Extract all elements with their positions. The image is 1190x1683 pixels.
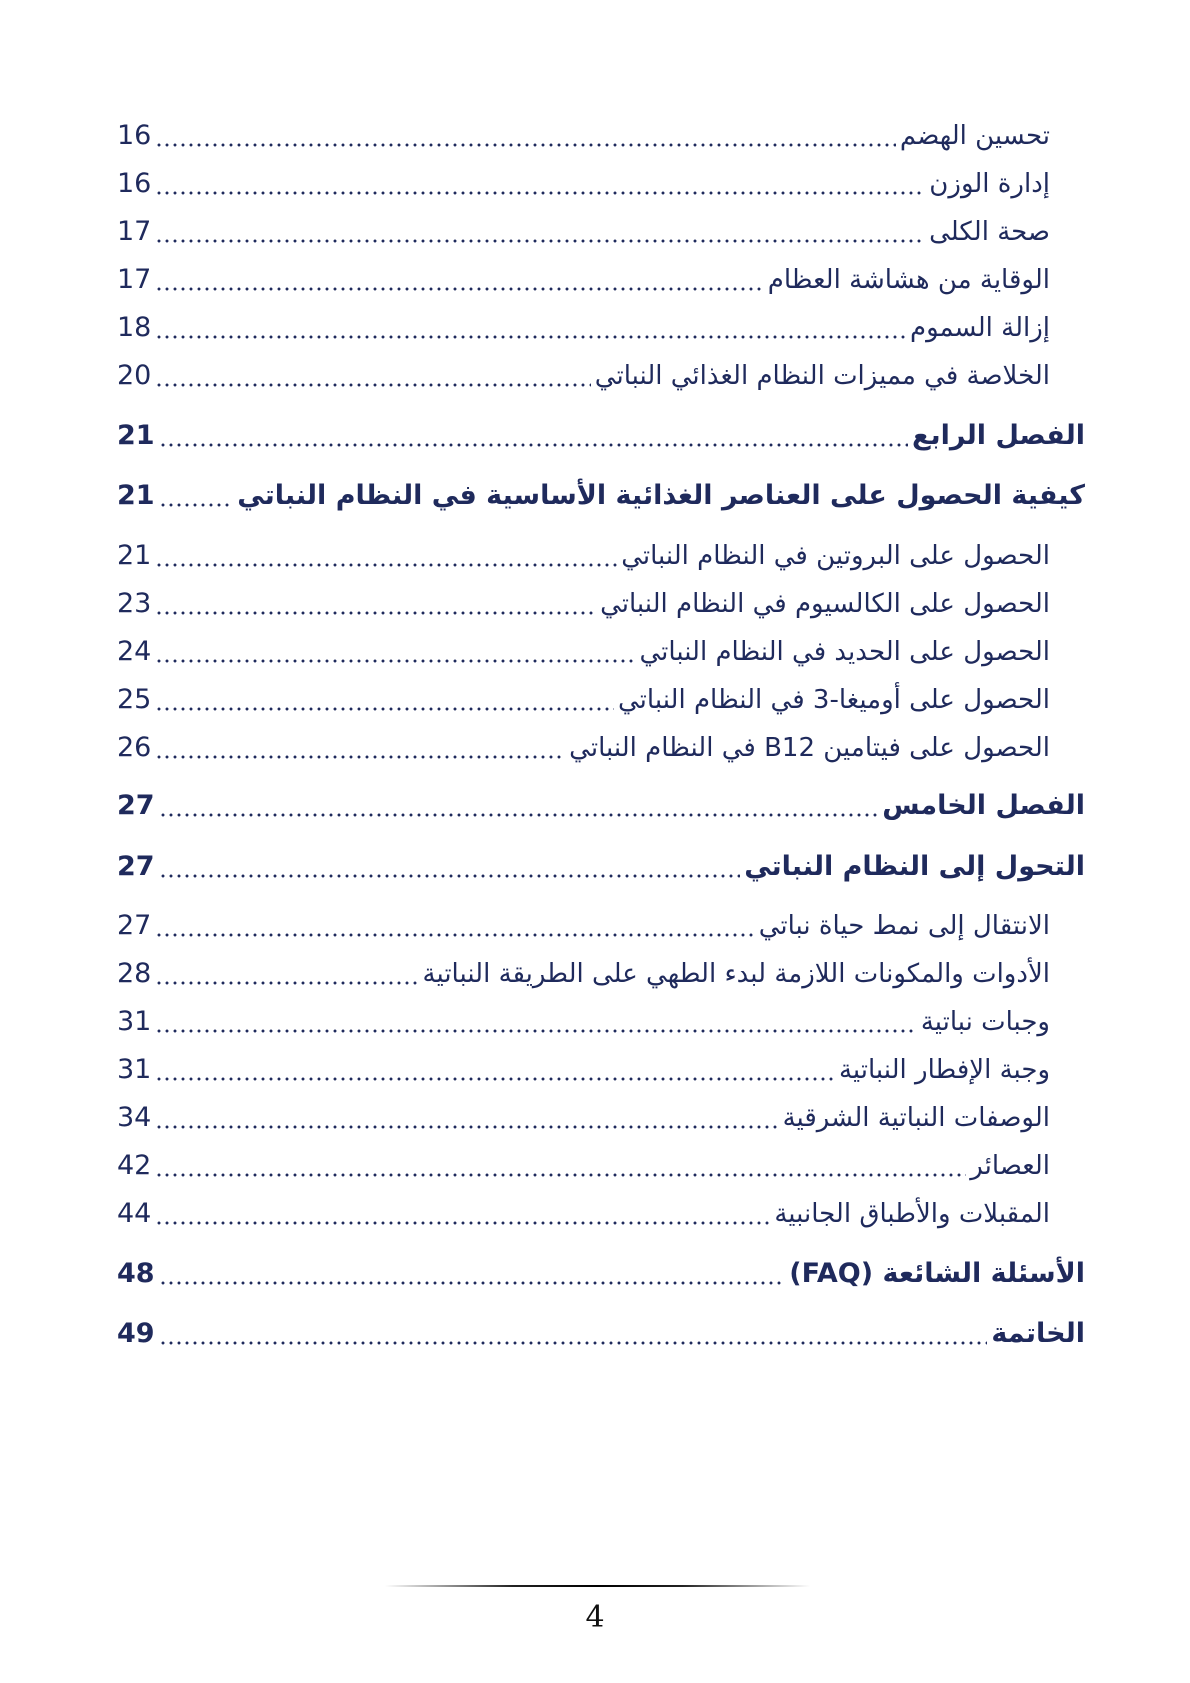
toc-chapter-entry[interactable] bbox=[117, 843, 1085, 887]
toc-entry[interactable] bbox=[117, 208, 1050, 252]
toc-entry-page: 17 bbox=[117, 216, 152, 247]
toc-entry-title: الحصول على أوميغا-3 في النظام النباتي bbox=[618, 685, 1050, 715]
toc-entry-page: 24 bbox=[117, 636, 152, 667]
toc-entry-title: الأسئلة الشائعة (FAQ) bbox=[789, 1258, 1085, 1289]
toc-entry[interactable] bbox=[117, 160, 1050, 204]
toc-entry[interactable] bbox=[117, 532, 1050, 576]
toc-entry-title: التحول إلى النظام النباتي bbox=[744, 851, 1085, 882]
toc-entry-title: الحصول على البروتين في النظام النباتي bbox=[621, 541, 1050, 571]
toc-entry-page: 31 bbox=[117, 1054, 152, 1085]
toc-entry[interactable] bbox=[117, 950, 1050, 994]
toc-entry-page: 27 bbox=[117, 790, 155, 821]
dot-leader bbox=[155, 611, 596, 615]
toc-entry-title: الأدوات والمكونات اللازمة لبدء الطهي على الطريقة النباتية bbox=[422, 959, 1050, 989]
toc-entry-title: الوقاية من هشاشة العظام bbox=[767, 265, 1050, 295]
toc-entry-page: 49 bbox=[117, 1318, 155, 1349]
page-number: 4 bbox=[585, 1600, 605, 1635]
toc-entry[interactable] bbox=[117, 352, 1050, 396]
toc-entry-title: وجبة الإفطار النباتية bbox=[838, 1055, 1050, 1085]
toc-entry-title: وجبات نباتية bbox=[920, 1007, 1050, 1037]
toc-entry-page: 27 bbox=[117, 910, 152, 941]
dot-leader bbox=[155, 755, 565, 759]
dot-leader bbox=[155, 143, 896, 147]
toc-chapter-entry[interactable] bbox=[117, 472, 1085, 516]
dot-leader bbox=[155, 287, 763, 291]
toc-entry[interactable] bbox=[117, 304, 1050, 348]
toc-entry-page: 34 bbox=[117, 1102, 152, 1133]
toc-entry[interactable] bbox=[117, 1046, 1050, 1090]
dot-leader bbox=[155, 239, 925, 243]
toc-entry-title: الفصل الخامس bbox=[882, 790, 1085, 821]
toc-entry-title: الفصل الرابع bbox=[912, 420, 1085, 451]
toc-entry-title: كيفية الحصول على العناصر الغذائية الأساسية في النظام النباتي bbox=[237, 480, 1085, 511]
toc-entry[interactable] bbox=[117, 112, 1050, 156]
dot-leader bbox=[159, 874, 741, 878]
toc-entry-title: الخلاصة في مميزات النظام الغذائي النباتي bbox=[594, 361, 1050, 391]
toc-chapter-entry[interactable] bbox=[117, 782, 1085, 826]
dot-leader bbox=[155, 191, 925, 195]
toc-entry-page: 17 bbox=[117, 264, 152, 295]
dot-leader bbox=[155, 707, 614, 711]
toc-entry[interactable] bbox=[117, 256, 1050, 300]
toc-entry-page: 31 bbox=[117, 1006, 152, 1037]
toc-chapter-entry[interactable] bbox=[117, 412, 1085, 456]
toc-entry-title: الخاتمة bbox=[991, 1318, 1085, 1349]
dot-leader bbox=[159, 443, 908, 447]
toc-entry[interactable] bbox=[117, 998, 1050, 1042]
toc-entry-page: 21 bbox=[117, 480, 155, 511]
toc-entry-title: الحصول على الكالسيوم في النظام النباتي bbox=[600, 589, 1050, 619]
toc-entry[interactable] bbox=[117, 628, 1050, 672]
toc-entry-page: 18 bbox=[117, 312, 152, 343]
toc-entry-page: 23 bbox=[117, 588, 152, 619]
toc-entry[interactable] bbox=[117, 724, 1050, 768]
toc-entry-title: المقبلات والأطباق الجانبية bbox=[774, 1199, 1050, 1229]
toc-entry-title: الحصول على فيتامين B12 في النظام النباتي bbox=[569, 733, 1050, 763]
toc-entry-title: الانتقال إلى نمط حياة نباتي bbox=[758, 911, 1050, 941]
dot-leader bbox=[159, 1341, 988, 1345]
dot-leader bbox=[159, 1281, 786, 1285]
toc-entry-title: إزالة السموم bbox=[909, 313, 1050, 343]
dot-leader bbox=[159, 813, 879, 817]
toc-entry-page: 16 bbox=[117, 168, 152, 199]
toc-entry[interactable] bbox=[117, 1142, 1050, 1186]
toc-entry-page: 16 bbox=[117, 120, 152, 151]
dot-leader bbox=[155, 335, 906, 339]
dot-leader bbox=[155, 981, 418, 985]
toc-entry-page: 48 bbox=[117, 1258, 155, 1289]
toc-entry-page: 21 bbox=[117, 420, 155, 451]
dot-leader bbox=[155, 659, 635, 663]
dot-leader bbox=[155, 1173, 966, 1177]
dot-leader bbox=[155, 1221, 770, 1225]
toc-entry-page: 28 bbox=[117, 958, 152, 989]
footer-divider bbox=[385, 1585, 810, 1587]
toc-entry-title: الوصفات النباتية الشرقية bbox=[782, 1103, 1050, 1133]
toc-entry[interactable] bbox=[117, 676, 1050, 720]
dot-leader bbox=[155, 1029, 916, 1033]
dot-leader bbox=[159, 503, 234, 507]
toc-entry-page: 26 bbox=[117, 732, 152, 763]
toc-entry-page: 20 bbox=[117, 360, 152, 391]
toc-chapter-entry[interactable] bbox=[117, 1310, 1085, 1354]
dot-leader bbox=[155, 563, 617, 567]
toc-entry[interactable] bbox=[117, 1094, 1050, 1138]
toc-entry-page: 44 bbox=[117, 1198, 152, 1229]
toc-entry-title: صحة الكلى bbox=[929, 217, 1050, 247]
toc-chapter-entry[interactable] bbox=[117, 1250, 1085, 1294]
dot-leader bbox=[155, 1125, 778, 1129]
toc-entry[interactable] bbox=[117, 580, 1050, 624]
toc-entry[interactable] bbox=[117, 1190, 1050, 1234]
toc-entry-page: 27 bbox=[117, 851, 155, 882]
toc-entry[interactable] bbox=[117, 902, 1050, 946]
dot-leader bbox=[155, 1077, 835, 1081]
dot-leader bbox=[155, 933, 754, 937]
toc-entry-title: الحصول على الحديد في النظام النباتي bbox=[639, 637, 1050, 667]
dot-leader bbox=[155, 383, 590, 387]
toc-entry-title: تحسين الهضم bbox=[899, 121, 1050, 151]
toc-entry-page: 21 bbox=[117, 540, 152, 571]
toc-entry-page: 42 bbox=[117, 1150, 152, 1181]
toc-entry-title: إدارة الوزن bbox=[929, 169, 1050, 199]
toc-entry-page: 25 bbox=[117, 684, 152, 715]
toc-entry-title: العصائر bbox=[970, 1151, 1050, 1181]
